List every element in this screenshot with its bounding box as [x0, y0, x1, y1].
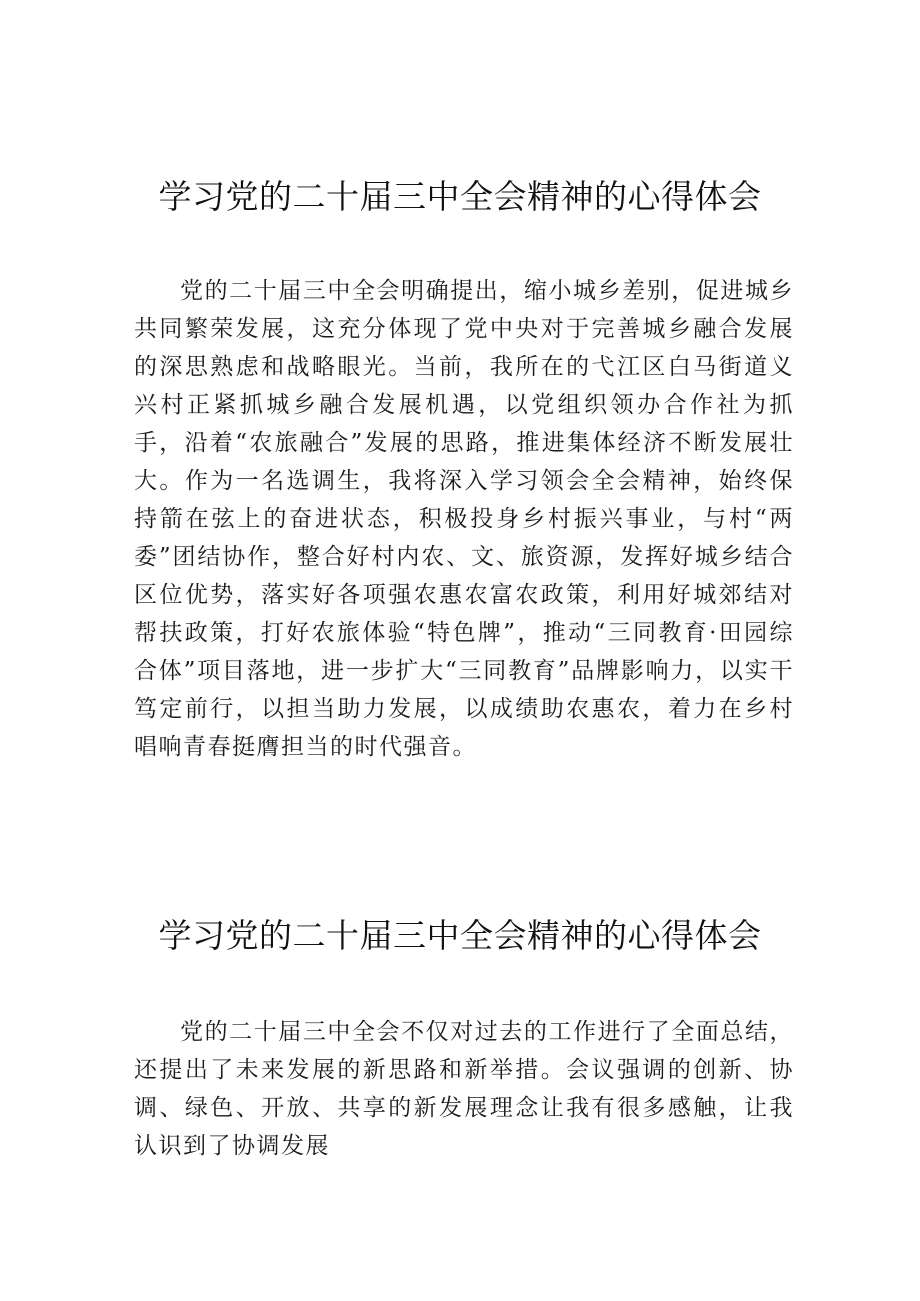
section-title-1: 学习党的二十届三中全会精神的心得体会 [158, 177, 762, 216]
section-title-2: 学习党的二十届三中全会精神的心得体会 [158, 916, 762, 955]
section-paragraph-2: 党的二十届三中全会不仅对过去的工作进行了全面总结，还提出了未来发展的新思路和新举措。会议强调的创新、协调、绿色、开放、共享的新发展理念让我有很多感触，让我认识到了协调发展 [134, 1019, 794, 1159]
section-paragraph-1: 党的二十届三中全会明确提出，缩小城乡差别，促进城乡共同繁荣发展，这充分体现了党中央对于完善城乡融合发展的深思熟虑和战略眼光。当前，我所在的弋江区白马街道义兴村正紧抓城乡融合发展机遇，以党组织领办合作社为抓手，沿着“农旅融合”发展的思路，推进集体经济不断发展壮大。作为一名选调生，我将深入学习领会全会精神，始终保持箭在弦上的奋进状态，积极投身乡村振兴事业，与村“两委”团结协作，整合好村内农、文、旅资源，发挥好城乡结合区位优势，落实好各项强农惠农富农政策，利用好城郊结对帮扶政策，打好农旅体验“特色牌”，推动“三同教育·田园综合体”项目落地，进一步扩大“三同教育”品牌影响力，以实干笃定前行，以担当助力发展，以成绩助农惠农，着力在乡村唱响青春挺膺担当的时代强音。 [134, 278, 794, 760]
